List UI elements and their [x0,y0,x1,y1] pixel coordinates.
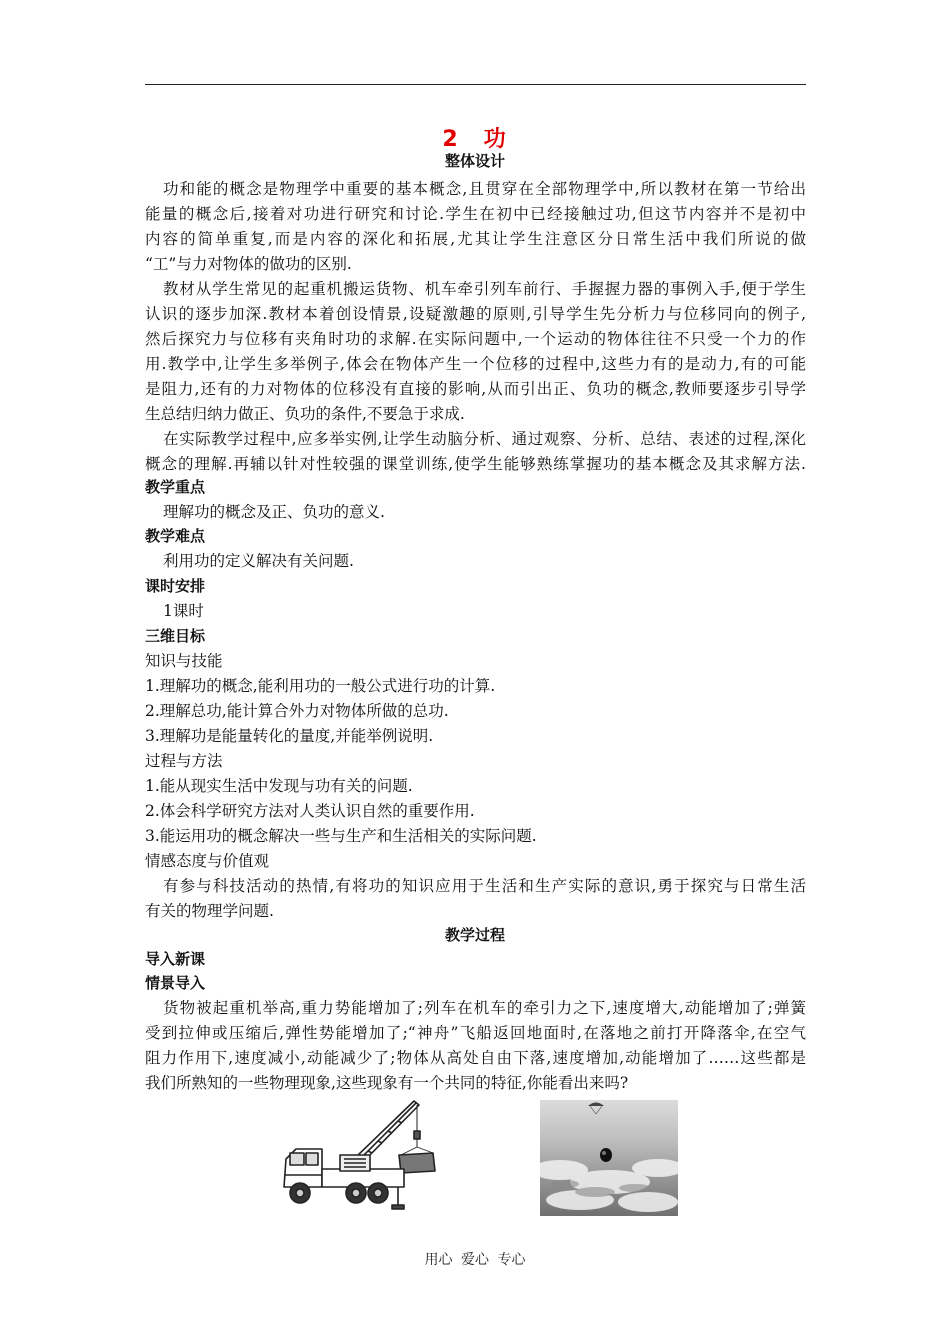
page-title: 2 功 [442,127,508,152]
paragraph-line: 用.教学中,让学生多举例子,体会在物体产生一个位移的过程中,这些力有的是动力,有的可能 [145,355,806,373]
goal-item: 1.能从现实生活中发现与功有关的问题. [145,777,413,795]
paragraph-line: “工”与力对物体的做功的区别. [145,255,352,273]
difficulty-text: 利用功的定义解决有关问题. [163,552,354,570]
paragraph-line: 教材从学生常见的起重机搬运货物、机车牵引列车前行、手握握力器的事例入手,便于学生 [163,280,806,298]
goal-item: 2.体会科学研究方法对人类认识自然的重要作用. [145,802,475,820]
header-rule [145,84,806,85]
goal-item: 3.能运用功的概念解决一些与生产和生活相关的实际问题. [145,827,537,845]
paragraph-line: 内容的简单重复,而是内容的深化和拓展,尤其让学生注意区分日常生活中我们所说的做 [145,230,806,248]
paragraph-line: 阻力作用下,速度减小,动能减少了;物体从高处自由下落,速度增加,动能增加了……这些都是 [145,1049,806,1067]
paragraph-line: 然后探究力与位移有夹角时功的求解.在实际问题中,一个运动的物体往往不只受一个力的作 [145,330,806,348]
paragraph-line: 是阻力,还有的力对物体的位移没有直接的影响,从而引出正、负功的概念,教师要逐步引导学 [145,380,806,398]
paragraph-line: 认识的逐步加深.教材本着创设情景,设疑激趣的原则,引导学生先分析力与位移同向的例子, [145,305,806,323]
goals-subheading-attitude: 情感态度与价值观 [145,852,270,870]
section-heading-difficulty: 教学难点 [145,527,206,545]
goal-item: 3.理解功是能量转化的量度,并能举例说明. [145,727,434,745]
section-heading-overall: 整体设计 [444,152,505,170]
goal-item: 1.理解功的概念,能利用功的一般公式进行功的计算. [145,677,496,695]
goal-item: 2.理解总功,能计算合外力对物体所做的总功. [145,702,449,720]
schedule-text: 1课时 [163,602,204,620]
paragraph-line: 货物被起重机举高,重力势能增加了;列车在机车的牵引力之下,速度增大,动能增加了;弹簧 [163,999,806,1017]
paragraph-line: 概念的理解.再辅以针对性较强的课堂训练,使学生能够熟练掌握功的基本概念及其求解方法. [145,455,806,473]
section-heading-key-point: 教学重点 [145,478,206,496]
paragraph-line: 我们所熟知的一些物理现象,这些现象有一个共同的特征,你能看出来吗? [145,1074,629,1092]
paragraph-line: 受到拉伸或压缩后,弹性势能增加了;“神舟”飞船返回地面时,在落地之前打开降落伞,在空气 [145,1024,806,1042]
section-heading-schedule: 课时安排 [145,577,206,595]
paragraph-line: 在实际教学过程中,应多举实例,让学生动脑分析、通过观察、分析、总结、表述的过程,深化 [163,430,806,448]
key-point-text: 理解功的概念及正、负功的意义. [163,503,385,521]
goals-subheading-process: 过程与方法 [145,752,223,770]
paragraph-line: 有参与科技活动的热情,有将功的知识应用于生活和生产实际的意识,勇于探究与日常生活 [163,877,806,895]
section-heading-goals: 三维目标 [145,627,206,645]
paragraph-line: 有关的物理学问题. [145,902,274,920]
paragraph-line: 功和能的概念是物理学中重要的基本概念,且贯穿在全部物理学中,所以教材在第一节给出 [163,180,806,198]
capsule-parachute-photo [540,1100,678,1216]
goals-subheading-knowledge: 知识与技能 [145,652,223,670]
paragraph-line: 生总结归纳力做正、负功的条件,不要急于求成. [145,405,465,423]
section-heading-process: 教学过程 [444,926,505,944]
paragraph-line: 能量的概念后,接着对功进行研究和讨论.学生在初中已经接触过功,但这节内容并不是初中 [145,205,806,223]
crane-truck-illustration [278,1095,446,1215]
page-footer: 用心 爱心 专心 [424,1252,526,1268]
section-heading-intro: 导入新课 [145,950,206,968]
section-heading-scene: 情景导入 [145,974,206,992]
